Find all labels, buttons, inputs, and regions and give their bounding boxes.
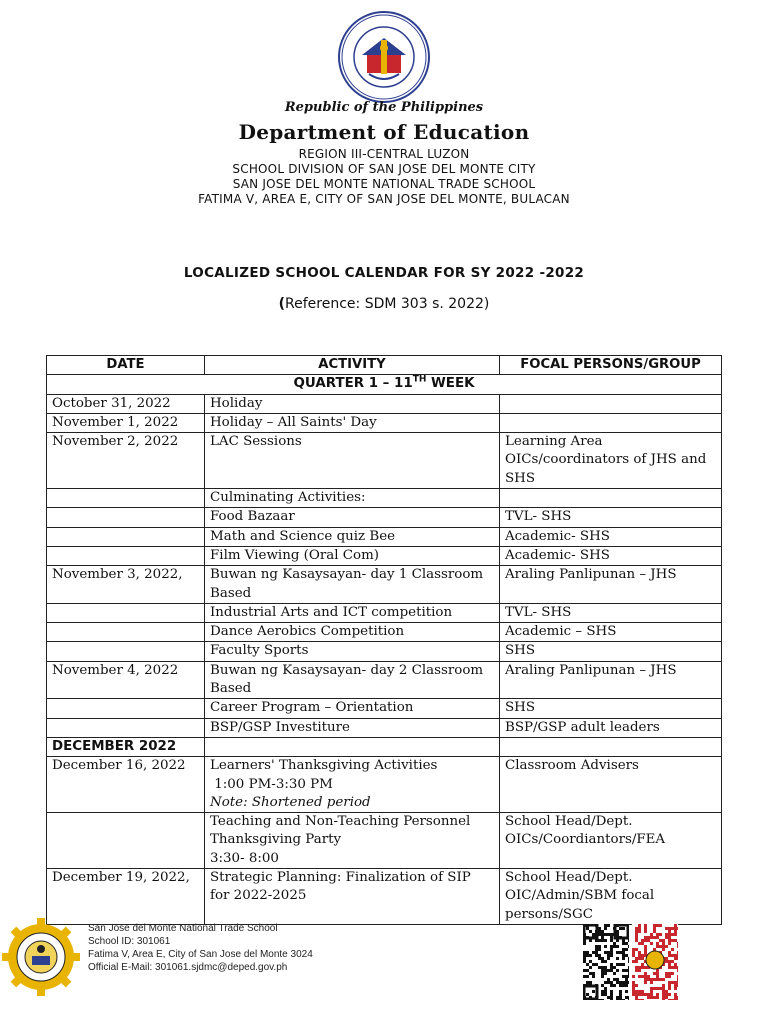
table-row	[47, 489, 722, 508]
quarter-suffix: WEEK	[426, 376, 475, 392]
row-focal	[500, 489, 722, 508]
month-empty-focal	[500, 737, 722, 756]
row-date: December 16, 2022	[47, 757, 205, 813]
row-activity: Holiday – All Saints' Day	[205, 413, 500, 432]
row-date	[47, 623, 205, 642]
row-focal: Academic- SHS	[500, 527, 722, 546]
row-activity: Math and Science quiz Bee	[205, 527, 500, 546]
address-line-location: FATIMA V, AREA E, CITY OF SAN JOSE DEL MONTE, BULACAN	[198, 192, 570, 206]
row-date	[47, 508, 205, 527]
table-row	[47, 869, 722, 925]
row-focal: TVL- SHS	[500, 508, 722, 527]
activity-line: Strategic Planning: Finalization of SIP for 2022-2025	[210, 870, 471, 904]
footer-school-id: School ID: 301061	[88, 936, 171, 947]
quarter-text: QUARTER 1 – 11	[293, 376, 413, 392]
header-focal: FOCAL PERSONS/GROUP	[500, 356, 722, 375]
header-activity: ACTIVITY	[205, 356, 500, 375]
row-focal: TVL- SHS	[500, 603, 722, 622]
certification-badge-icon	[632, 924, 678, 1000]
row-date	[47, 603, 205, 622]
row-date	[47, 642, 205, 661]
reference-line	[0, 296, 768, 312]
address-line-region: REGION III-CENTRAL LUZON	[298, 147, 470, 161]
reference-text: Reference: SDM 303 s. 2022)	[285, 296, 490, 312]
row-date	[47, 718, 205, 737]
quarter-sup: TH	[412, 374, 427, 385]
header-date: DATE	[47, 356, 205, 375]
footer-email: Official E-Mail: 301061.sjdmc@deped.gov.ph	[88, 962, 288, 973]
row-date: December 19, 2022,	[47, 869, 205, 925]
row-focal: Academic – SHS	[500, 623, 722, 642]
row-date	[47, 489, 205, 508]
activity-line: Teaching and Non-Teaching Personnel Thanksgiving Party	[210, 814, 471, 848]
footer-school-name: San Jose del Monte National Trade School	[88, 923, 278, 934]
deped-seal-logo	[337, 10, 431, 104]
row-activity: Holiday	[205, 394, 500, 413]
footer-address: Fatima V, Area E, City of San Jose del Monte 3024	[88, 949, 313, 960]
row-focal	[500, 394, 722, 413]
calendar-table	[46, 355, 722, 925]
row-activity: Industrial Arts and ICT competition	[205, 603, 500, 622]
activity-time: 3:30- 8:00	[210, 850, 279, 866]
table-row	[47, 413, 722, 432]
row-activity: Film Viewing (Oral Com)	[205, 546, 500, 565]
row-date: November 3, 2022,	[47, 566, 205, 604]
row-focal: Araling Panlipunan – JHS	[500, 566, 722, 604]
row-activity: Food Bazaar	[205, 508, 500, 527]
row-date	[47, 813, 205, 869]
footer-contact	[88, 922, 313, 974]
row-date	[47, 699, 205, 718]
table-row	[47, 813, 722, 869]
table-row	[47, 603, 722, 622]
month-empty-activity	[205, 737, 500, 756]
table-row	[47, 661, 722, 699]
activity-time: 1:00 PM-3:30 PM	[210, 776, 333, 792]
reference-open-paren: (	[278, 296, 286, 312]
school-gear-logo	[2, 918, 80, 996]
row-activity: Buwan ng Kasaysayan- day 2 Classroom Based	[205, 661, 500, 699]
table-row	[47, 394, 722, 413]
row-activity: Buwan ng Kasaysayan- day 1 Classroom Based	[205, 566, 500, 604]
table-row	[47, 566, 722, 604]
table-header-row	[47, 356, 722, 375]
table-row	[47, 546, 722, 565]
row-activity: BSP/GSP Investiture	[205, 718, 500, 737]
row-focal: BSP/GSP adult leaders	[500, 718, 722, 737]
row-focal: Learning Area OICs/coordinators of JHS and SHS	[500, 433, 722, 489]
quarter-row	[47, 375, 722, 394]
row-activity: Career Program – Orientation	[205, 699, 500, 718]
table-row	[47, 508, 722, 527]
row-focal: SHS	[500, 642, 722, 661]
table-row	[47, 757, 722, 813]
row-date: October 31, 2022	[47, 394, 205, 413]
quarter-label	[47, 375, 722, 394]
table-row	[47, 699, 722, 718]
row-activity	[205, 813, 500, 869]
row-date: November 1, 2022	[47, 413, 205, 432]
row-activity	[205, 869, 500, 925]
department-name: Department of Education	[238, 120, 530, 144]
row-date: November 2, 2022	[47, 433, 205, 489]
table-row	[47, 718, 722, 737]
row-activity: Dance Aerobics Competition	[205, 623, 500, 642]
activity-note: Note: Shortened period	[210, 794, 371, 810]
row-focal: School Head/Dept. OICs/Coordiantors/FEA	[500, 813, 722, 869]
row-activity: Culminating Activities:	[205, 489, 500, 508]
table-row	[47, 623, 722, 642]
document-title: LOCALIZED SCHOOL CALENDAR FOR SY 2022 -2022	[183, 265, 585, 281]
qr-code-icon	[583, 924, 629, 1000]
address-line-school: SAN JOSE DEL MONTE NATIONAL TRADE SCHOOL	[232, 177, 536, 191]
row-focal: SHS	[500, 699, 722, 718]
table-row	[47, 527, 722, 546]
row-focal: School Head/Dept. OIC/Admin/SBM focal persons/SGC	[500, 869, 722, 925]
row-date	[47, 527, 205, 546]
row-focal: Classroom Advisers	[500, 757, 722, 813]
row-focal: Academic- SHS	[500, 546, 722, 565]
activity-line: Learners' Thanksgiving Activities	[210, 758, 438, 774]
row-activity: Faculty Sports	[205, 642, 500, 661]
table-row	[47, 433, 722, 489]
row-activity: LAC Sessions	[205, 433, 500, 489]
row-focal	[500, 413, 722, 432]
month-row	[47, 737, 722, 756]
row-date	[47, 546, 205, 565]
republic-line: Republic of the Philippines	[284, 100, 484, 115]
row-date: November 4, 2022	[47, 661, 205, 699]
month-label: DECEMBER 2022	[47, 737, 205, 756]
address-line-division: SCHOOL DIVISION OF SAN JOSE DEL MONTE CITY	[232, 162, 536, 176]
row-focal: Araling Panlipunan – JHS	[500, 661, 722, 699]
table-row	[47, 642, 722, 661]
row-activity	[205, 757, 500, 813]
